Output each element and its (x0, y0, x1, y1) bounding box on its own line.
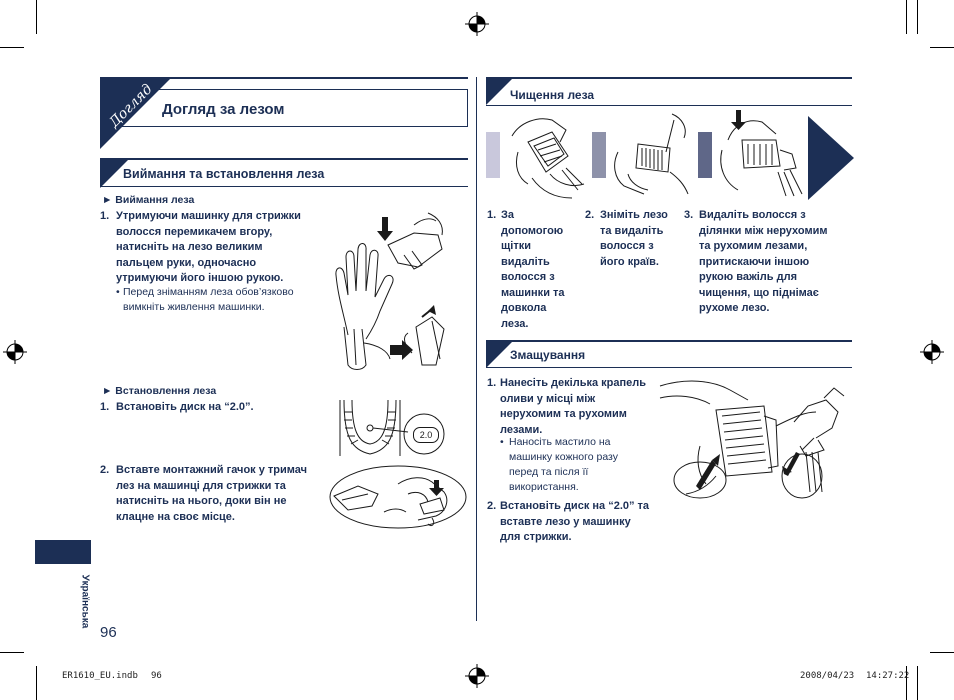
removal-note-bullet: • (116, 286, 120, 298)
removal-step1-number: 1. (100, 210, 110, 222)
registration-mark-right (920, 340, 944, 364)
page-number: 96 (100, 624, 117, 641)
registration-mark-bottom (465, 664, 489, 688)
column-divider (476, 77, 477, 621)
footer-date: 2008/04/23 (800, 671, 855, 681)
cleaning-step3-text: Видаліть волосся з ділянки між нерухомим та рухомим лезами, притискаючи іншою рукою важіль для чищення, що піднімає рухоме лезо. (699, 209, 828, 314)
oiling-rule (486, 340, 852, 342)
footer-time: 14:27:22 (866, 671, 910, 681)
removal-subtitle: ► Виймання леза (102, 194, 195, 206)
install-subtitle: ► Встановлення леза (102, 385, 217, 397)
footer-file-name: ER1610_EU.indb (62, 671, 138, 681)
cleaning-bar-3 (698, 132, 712, 178)
cleaning-rule (486, 77, 852, 79)
oiling-note-bullet: • (500, 436, 504, 448)
oiling-step2-number: 2. (487, 500, 497, 512)
cleaning-step2-text: Зніміть лезо та видаліть волосся з його країв. (600, 209, 668, 268)
oiling-illustration (656, 376, 854, 502)
cleaning-rule-bottom (486, 105, 852, 106)
cleaning-title: Чищення леза (510, 88, 595, 102)
oiling-rule-bottom (486, 367, 852, 368)
removal-illustration (318, 205, 468, 375)
dial-setting-badge (413, 427, 439, 443)
registration-mark-left (3, 340, 27, 364)
registration-mark-top (465, 12, 489, 36)
removal-step1-text: Утримуючи машинку для стрижки волосся перемикачем вгору, натисніть на лезо великим пальцем руки, одночасно утримуючи його іншою рукою. (116, 210, 301, 284)
hook-install-illustration (328, 464, 468, 530)
install-step2-text: Вставте монтажний гачок у тримач лез на машинці для стрижки та натисніть на нього, доки він не клацне на своє місце. (116, 464, 307, 523)
cleaning-illustration-3 (714, 110, 806, 200)
page-title: Догляд за лезом (162, 101, 285, 118)
cleaning-bar-2 (592, 132, 606, 178)
oiling-step1-text: Нанесіть декілька крапель оливи у місці між нерухомим та рухомим лезами. (500, 377, 647, 436)
language-tab (35, 540, 91, 564)
cleaning-step3-number: 3. (684, 209, 694, 221)
footer-file-page: 96 (151, 671, 162, 681)
cleaning-step1-text: За допомогою щітки видаліть волосся з машинки та довкола леза. (501, 209, 565, 330)
cleaning-step2-number: 2. (585, 209, 595, 221)
cleaning-bar-1 (486, 132, 500, 178)
install-step1-number: 1. (100, 401, 110, 413)
oiling-step2-text: Встановіть диск на “2.0” та вставте лезо у машинку для стрижки. (500, 500, 650, 543)
oiling-note-text: Наносіть мастило на машинку кожного разу перед та після її використання. (509, 436, 618, 493)
install-step1-text: Встановіть диск на “2.0”. (116, 401, 254, 413)
header-tab-label: Догляд (106, 81, 156, 131)
next-arrow (808, 116, 854, 200)
removal-note-text: Перед зніманням леза обов’язково вимкніть живлення машинки. (123, 286, 294, 313)
oiling-step1-number: 1. (487, 377, 497, 389)
cleaning-step1-number: 1. (487, 209, 497, 221)
left-section-rule (100, 158, 468, 160)
install-step2-number: 2. (100, 464, 110, 476)
cleaning-illustration-2 (608, 112, 694, 200)
oiling-title: Змащування (510, 348, 586, 362)
dial-setting-label: 2.0 (419, 430, 433, 440)
left-section-rule-bottom (100, 186, 468, 187)
left-section-title: Виймання та встановлення леза (123, 167, 325, 181)
language-label: Українська (79, 574, 91, 629)
cleaning-illustration-1 (502, 112, 588, 200)
